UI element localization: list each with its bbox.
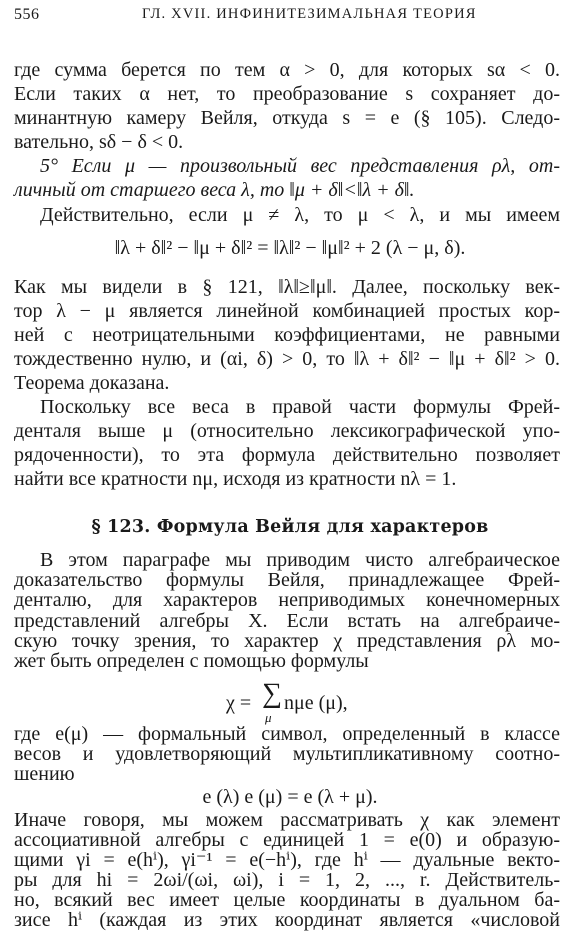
running-title: ГЛ. XVII. ИНФИНИТЕЗИМАЛЬНАЯ ТЕОРИЯ [142, 6, 477, 22]
text-line: рядоченности), то эта формула действительно позволяет [14, 444, 560, 466]
sigma-symbol: ∑ [262, 678, 282, 710]
text-line: вательно, sδ − δ < 0. [14, 131, 184, 153]
text-line: ней с неотрицательными коэффициентами, не равными [14, 324, 560, 346]
text-line: минантную камеру Вейля, откуда s = e (§ 105). Следо- [14, 107, 560, 129]
statement-line: 5° Если μ — произвольный вес представления ρλ, от- [40, 155, 560, 177]
text-line: ры для hi = 2ωi/(ωi, ωi), i = 1, 2, ..., r. Действитель- [14, 868, 560, 891]
sum-index: μ [265, 710, 272, 726]
text-line: скую точку зрения, то характер χ представления ρλ мо- [14, 629, 560, 652]
text-line: денталю, для характеров неприводимых конечномерных [14, 589, 560, 612]
text-line: где сумма берется по тем α > 0, для которых sα < 0. [14, 59, 560, 81]
page-number: 556 [14, 6, 40, 23]
text-line: весов и удовлетворяющий мультипликативному соотно- [14, 743, 560, 765]
text-line: Теорема доказана. [14, 372, 170, 394]
text-line: Поскольку все веса в правой части формулы Фрей- [40, 396, 560, 418]
text-line: доказательство формулы Вейля, принадлежащее Фрей- [14, 569, 560, 592]
text-line: Как мы видели в § 121, ‖λ‖≥‖μ‖. Далее, поскольку век- [14, 276, 560, 298]
text-line: где e(μ) — формальный символ, определенный в классе [14, 722, 560, 745]
text-line: тождественно нулю, и (αi, δ) > 0, то ‖λ + δ‖² − ‖μ + δ‖² > 0. [14, 348, 560, 370]
equation-multiplicative: e (λ) e (μ) = e (λ + μ). [202, 785, 378, 808]
text-line: Иначе говоря, мы можем рассматривать χ как элемент [14, 808, 560, 831]
equation-norms: ‖λ + δ‖² − ‖μ + δ‖² = ‖λ‖² − ‖μ‖² + 2 (λ − μ, δ). [114, 237, 466, 259]
text-line: жет быть определен с помощью формулы [14, 649, 369, 672]
text-line: представлений алгебры X. Если встать на алгебраиче- [14, 609, 560, 632]
text-line: зисе hⁱ (каждая из этих координат является «числовой [14, 909, 560, 931]
section-heading: § 123. Формула Вейля для характеров [91, 517, 489, 537]
text-line: В этом параграфе мы приводим чисто алгебраическое [40, 549, 560, 572]
text-line: Действительно, если μ ≠ λ, то μ < λ, и мы имеем [40, 204, 560, 226]
text-line: найти все кратности nμ, исходя из кратности nλ = 1. [14, 468, 457, 490]
text-line: тор λ − μ является линейной комбинацией простых кор- [14, 300, 560, 322]
formula-rhs: nμe (μ), [284, 692, 348, 715]
statement-line: личный от старшего веса λ, то ‖μ + δ‖<‖λ + δ‖. [14, 179, 415, 201]
running-header [14, 6, 560, 34]
text-line: щими γi = e(hⁱ), γi⁻¹ = e(−hⁱ), где hⁱ — дуальные векто- [14, 848, 560, 871]
text-line: Если таких α нет, то преобразование s сохраняет до- [14, 83, 560, 105]
text-line: ассоциативной алгебры с единицей 1 = e(0) и образую- [14, 828, 560, 851]
formula-lhs: χ = [226, 692, 252, 715]
text-line: денталя выше μ (относительно лексикографической упо- [14, 420, 560, 442]
text-line: но, всякий вес имеет целые координаты в дуальном ба- [14, 889, 560, 911]
text-line: шению [14, 763, 75, 785]
